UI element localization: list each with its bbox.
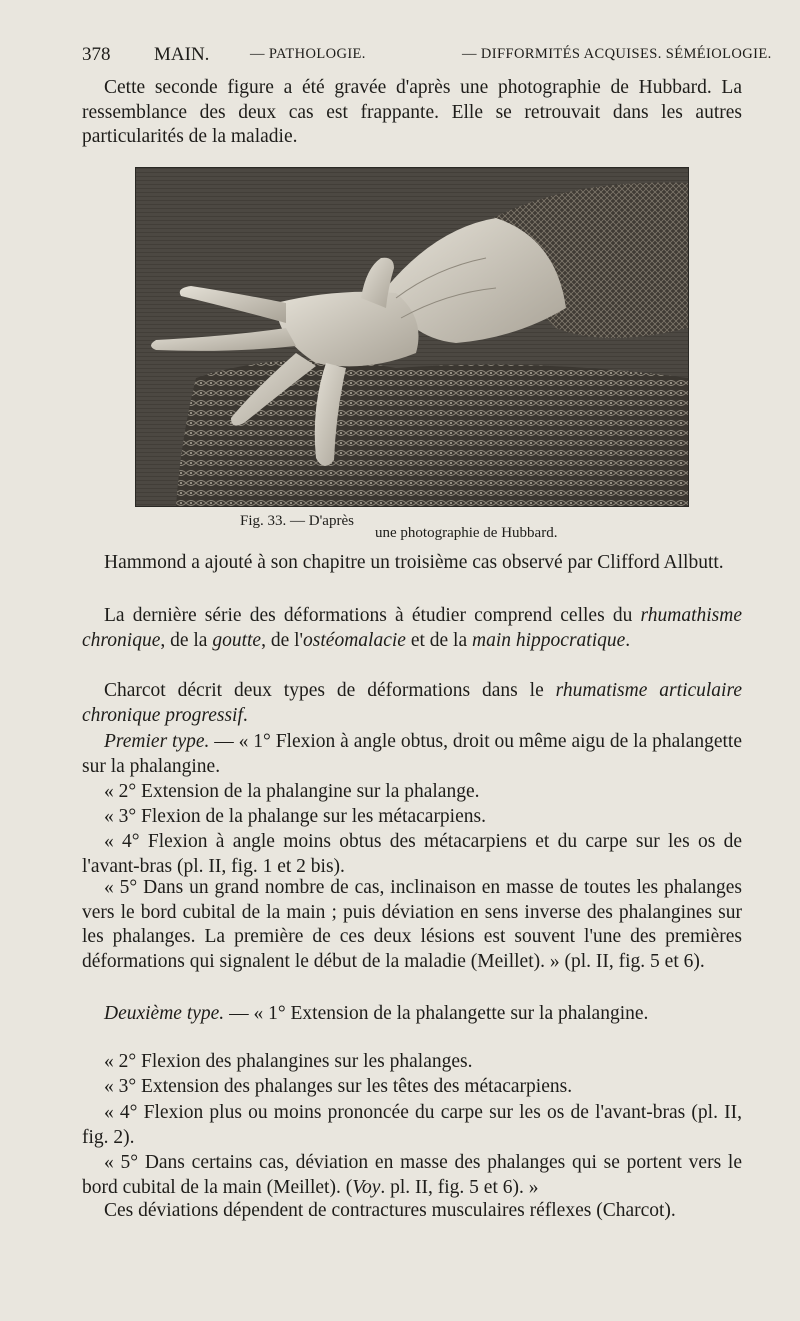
page-number: 378 [82,44,111,65]
paragraph-5 [82,730,742,779]
paragraph-9: « 5° Dans un grand nombre de cas, inclinaison en masse de toutes les phalanges vers le bord cubital de la main ; puis déviation en sens inverse des phalangines sur les phalanges. La première de ces deux lésions est souvent l'une des premières déformations qui signalent le début de la maladie (Meillet). » (pl. II, fig. 5 et 6). [82,877,742,972]
deuxieme-type-label: Deuxième type. [104,1003,225,1024]
p3-term-rhumatisme: rhumathisme chronique [82,605,742,651]
paragraph-12: « 3° Extension des phalanges sur les têtes des métacarpiens. [104,1076,573,1097]
header-chapter: — PATHOLOGIE. [250,46,366,62]
paragraph-15: Ces déviations dépendent de contractures musculaires réflexes (Charcot). [104,1200,676,1221]
caption-fig-label: Fig. 33. — D'après [240,513,354,529]
paragraph-1: Cette seconde figure a été gravée d'après une photographie de Hubbard. La ressemblance des deux cas est frappante. Elle se retrouvait dans les autres particularités de la maladie. [82,77,742,148]
paragraph-13: « 4° Flexion plus ou moins prononcée du carpe sur les os de l'avant-bras (pl. II, fig. 2). [82,1102,742,1148]
p14-text-a: « 5° Dans certains cas, déviation en masse des phalanges qui se portent vers le bord cubital de la main (Meillet). ( [82,1152,742,1198]
paragraph-7: « 3° Flexion de la phalange sur les métacarpiens. [104,806,486,827]
paragraph-2: Hammond a ajouté à son chapitre un troisième cas observé par Clifford Allbutt. [104,552,724,573]
p3-text-g: et de la [405,629,472,651]
p14-text-c: . pl. II, fig. 5 et 6). » [380,1176,539,1198]
paragraph-8: « 4° Flexion à angle moins obtus des métacarpiens et du carpe sur les os de l'avant-bras (pl. II, fig. 1 et 2 bis). [82,831,742,877]
p3-text-e: , de l' [261,629,304,651]
p3-text-c: , de la [160,629,213,651]
p4-text-c: . [242,704,248,726]
p4-term-rhumatisme-articulaire: rhumatisme articulaire chronique progressif [82,680,742,726]
header-section: MAIN. [154,44,210,65]
p3-text-a: La dernière série des déformations à étudier comprend celles du [104,605,641,626]
paragraph-10 [82,1002,742,1027]
paragraph-3 [82,604,742,653]
header-subject: — DIFFORMITÉS ACQUISES. SÉMÉIOLOGIE. [462,46,772,62]
running-header [82,44,772,68]
p14-voy: Voy [352,1176,381,1198]
paragraph-6: « 2° Extension de la phalangine sur la phalange. [104,781,480,802]
p3-term-osteomalacie: ostéomalacie [303,629,406,651]
p3-term-goutte: goutte [212,629,262,651]
paragraph-14 [82,1151,742,1200]
p3-term-main-hippocratique: main hippocratique [472,629,626,651]
paragraph-11: « 2° Flexion des phalangines sur les phalanges. [104,1051,473,1072]
p3-text-i: . [625,629,631,651]
premier-type-label: Premier type. [104,731,210,752]
hand-engraving-figure [135,167,689,507]
hand-engraving-illustration [136,168,688,506]
paragraph-4 [82,679,742,728]
p4-text-a: Charcot décrit deux types de déformations dans le [104,680,556,701]
p10-text: — « 1° Extension de la phalangette sur la phalangine. [224,1003,649,1024]
p5-text: — « 1° Flexion à angle obtus, droit ou même aigu de la phalangette sur la phalangine. [82,731,742,777]
caption-source: une photographie de Hubbard. [375,525,558,541]
